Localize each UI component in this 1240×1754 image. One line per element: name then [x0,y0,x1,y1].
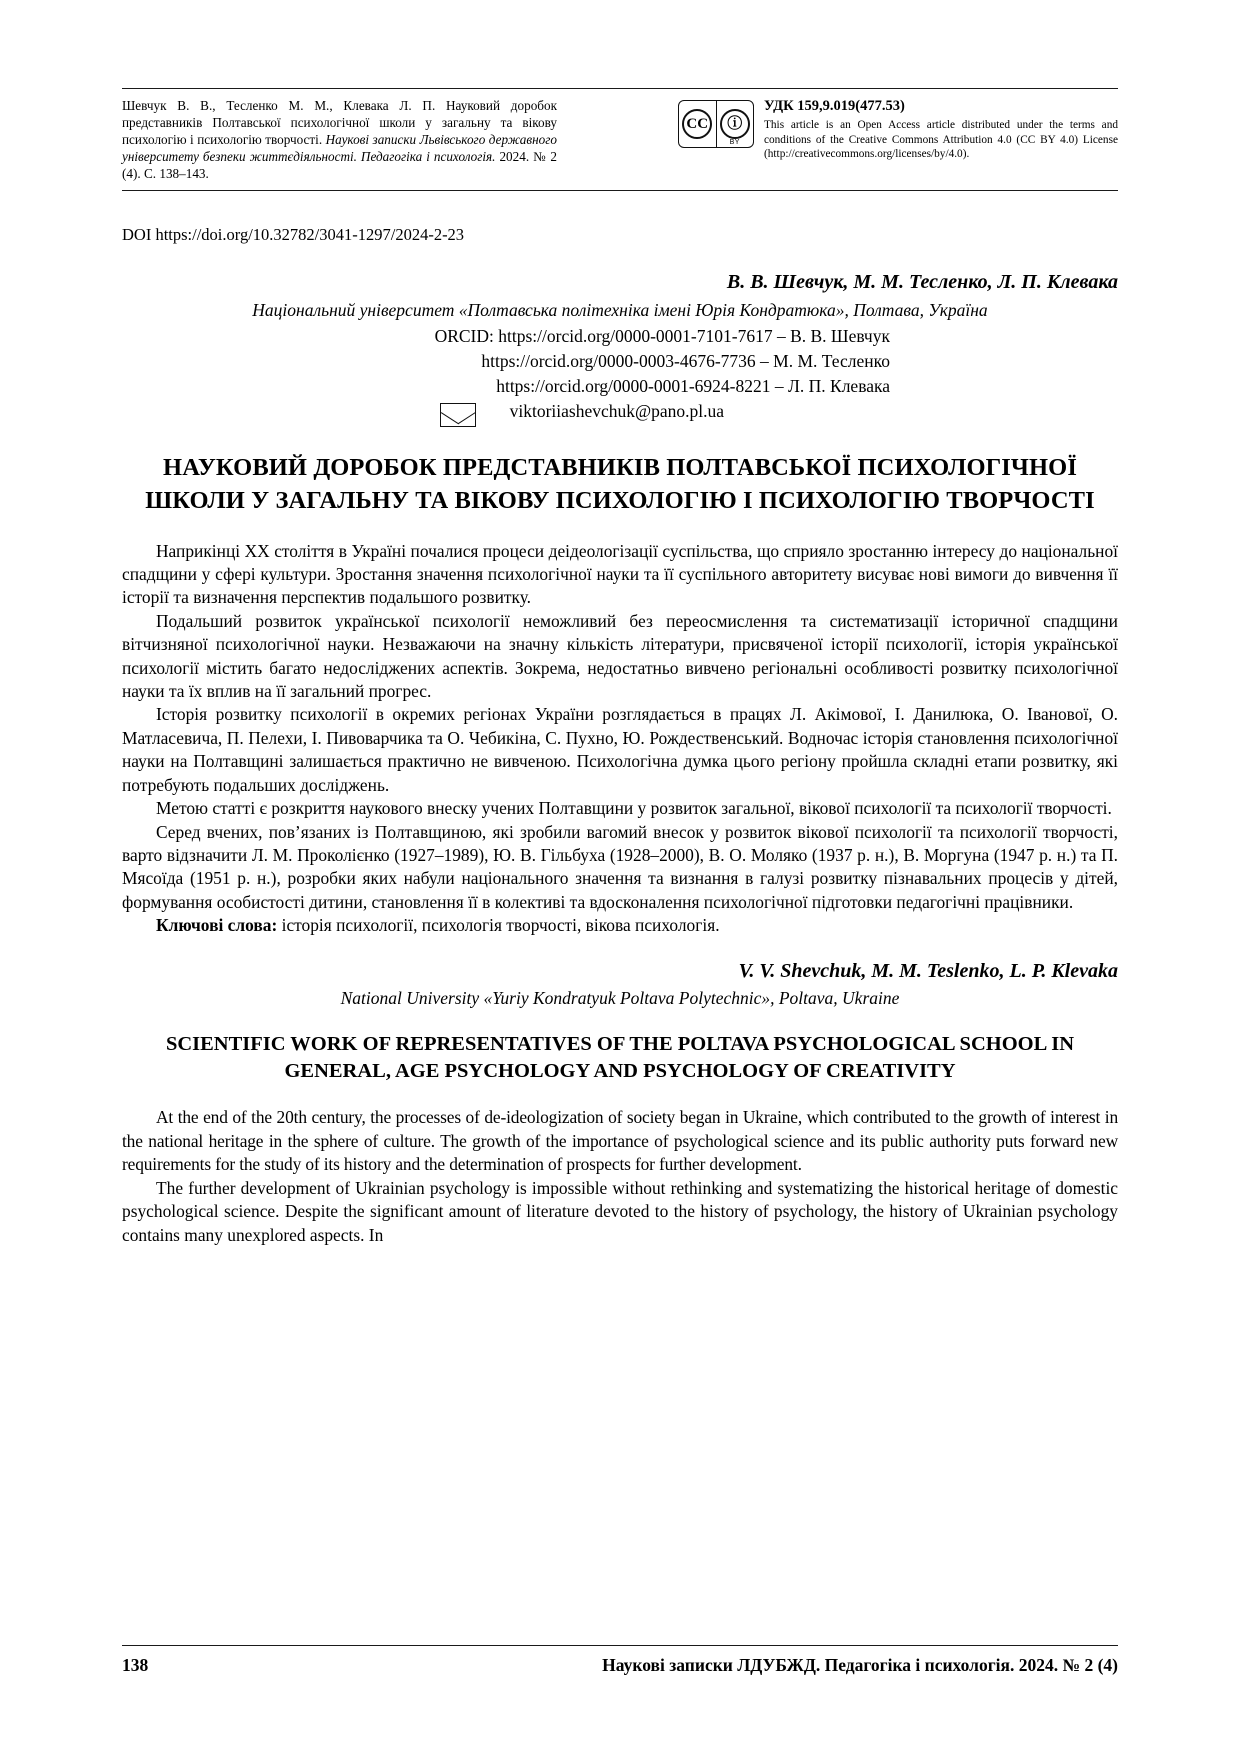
license-block [678,98,1118,162]
cc-person-icon: ⓘ [720,109,750,139]
paragraph: Метою статті є розкриття наукового внеску учених Полтавщини у розвиток загальної, вікової психології та психології творчості. [156,798,1112,819]
affiliation-ua: Національний університет «Полтавська політехніка імені Юрія Кондратюка», Полтава, Україна [252,300,988,321]
footer-row [122,1646,1118,1676]
paragraph: At the end of the 20th century, the processes of de-ideologization of society began in Ukraine, which contributed to the growth of interest in the national heritage in the sphere of culture. The growth of the importance of psychological science and its public authority puts forward new requirements for the study of its history and the determination of prospects for further development. [122,1107,1118,1175]
license-terms: This article is an Open Access article distributed under the terms and conditions of the Creative Commons Attribution 4.0 (CC BY 4.0) License (http://creativecommons.org/licenses/by/4.0). [764,119,1118,161]
authors-ua: В. В. Шевчук, М. М. Тесленко, Л. П. Клевака [726,271,1118,294]
paragraph: Подальший розвиток української психології неможливий без переосмислення та систематизації історичної спадщини вітчизняної психологічної науки. Незважаючи на значну кількість літератури, присвяченої історії психології, історія української психології містить багато недосліджених аспектів. Зокрема, недостатньо вивчено регіональні особливості розвитку психологічної науки та їх вплив на її загальний прогрес. [122,610,1118,702]
page-title-en: SCIENTIFIC WORK OF REPRESENTATIVES OF THE POLTAVA PSYCHOLOGICAL SCHOOL IN GENERAL, AGE PSYCHOLOGY AND PSYCHOLOGY OF CREATIVITY [165,1032,1075,1083]
header-block [122,89,1118,190]
abstract-en [122,1106,1118,1247]
doi-line[interactable]: DOI https://doi.org/10.32782/3041-1297/2024-2-23 [122,225,465,245]
page-number: 138 [122,1655,149,1675]
citation-tail: 2024. № 2 (4). С. 138–143. [122,148,557,181]
keywords-value: історія психології, психологія творчості, вікова психологія. [281,915,720,936]
email-address[interactable]: viktoriiashevchuk@pano.pl.ua [509,400,724,421]
keywords-label: Ключові слова: [156,915,278,936]
creative-commons-icon [678,100,754,148]
page-footer [122,1645,1118,1676]
license-text-block [764,98,1118,162]
header-bottom-rule [122,190,1118,191]
paragraph: Історія розвитку психології в окремих регіонах України розглядається в працях Л. Акімової, І. Данилюка, О. Іванової, О. Матласевича, П. Пелехи, І. Пивоварчика та О. Чебикіна, С. Пухно, Ю. Рождественський. Водночас історія становлення психологічної науки на Полтавщині залишається практично не вивченою. Психологічна думка цього регіону пройшла складні етапи розвитку, які потребують подальших досліджень. [122,704,1118,795]
affiliation-en: National University «Yuriy Kondratyuk Poltava Polytechnic», Poltava, Ukraine [340,987,900,1008]
citation-text: Шевчук В. В., Тесленко М. М., Клевака Л. П. Науковий доробок представників Полтавської психологічної школи у загальну та вікову психологію і психологію творчості. [122,98,557,147]
cc-by-half [717,101,754,147]
journal-footer-title: Наукові записки ЛДУБЖД. Педагогіка і психологія. 2024. № 2 (4) [602,1655,1118,1675]
cc-by-label: BY [729,139,740,146]
page-title-ua: НАУКОВИЙ ДОРОБОК ПРЕДСТАВНИКІВ ПОЛТАВСЬКОЇ ПСИХОЛОГІЧНОЇ ШКОЛИ У ЗАГАЛЬНУ ТА ВІКОВУ ПСИХОЛОГІЮ І ПСИХОЛОГІЮ ТВОРЧОСТІ [145,453,1095,514]
citation-journal: Наукові записки Львівського державного університету безпеки життєдіяльності. Педагогіка і психологія. [122,131,557,164]
keywords-ua [122,914,1118,937]
paragraph: Наприкінці ХХ століття в Україні почалися процеси деідеологізації суспільства, що сприяло зростанню інтересу до національної спадщини у сфері культури. Зростання значення психологічної науки та її суспільного авторитету висуває нові вимоги до вивчення її історії та визначення перспектив подальшого розвитку. [122,540,1118,608]
citation-block [122,98,557,182]
cc-mark: CC [682,109,712,139]
paragraph: The further development of Ukrainian psychology is impossible without rethinking and systematizing the historical heritage of domestic psychological science. Despite the significant amount of literature devoted to the history of psychology, the history of Ukrainian psychology contains many unexplored aspects. In [122,1177,1118,1245]
email-line [122,401,1118,422]
udk-code: УДК 159,9.019(477.53) [764,98,905,114]
orcid-line-1[interactable]: ORCID: https://orcid.org/0000-0001-7101-7617 – В. В. Шевчук [434,326,890,347]
cc-logo-half [679,101,717,147]
authors-en: V. V. Shevchuk, M. M. Teslenko, L. P. Klevaka [738,959,1118,982]
paragraph: Серед вчених, пов’язаних із Полтавщиною, які зробили вагомий внесок у розвиток вікової психології та психології творчості, варто відзначити Л. М. Проколієнко (1927–1989), Ю. В. Гільбуха (1928–2000), В. О. Моляко (1937 р. н.), В. Моргуна (1947 р. н.) та П. Мясоїда (1951 р. н.), розробки яких набули національного значення та визнання в галузі розвитку пізнавальних процесів у дітей, формування особистості дитини, становлення її в колективі та вдосконалення психологічної підготовки педагогічні працівники. [122,821,1118,912]
orcid-block [122,324,1118,399]
orcid-line-3[interactable]: https://orcid.org/0000-0001-6924-8221 – Л. П. Клевака [496,376,890,397]
envelope-icon [440,403,476,427]
orcid-line-2[interactable]: https://orcid.org/0000-0003-4676-7736 – М. М. Тесленко [481,351,890,372]
abstract-ua [122,540,1118,938]
